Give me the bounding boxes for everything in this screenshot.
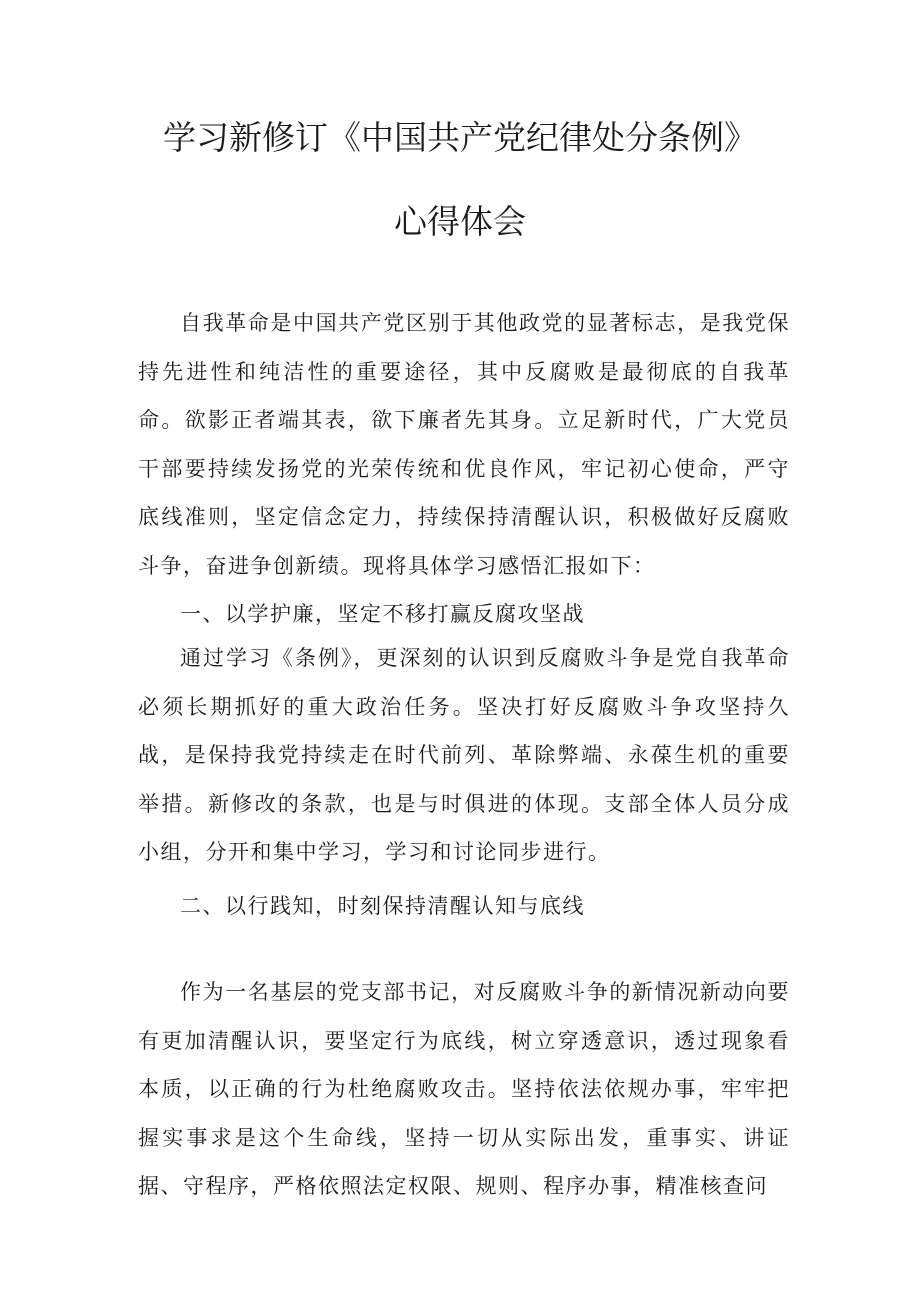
section-2-paragraph: 作为一名基层的党支部书记，对反腐败斗争的新情况新动向要有更加清醒认识，要坚定行为底线，树立穿透意识，透过现象看本质，以正确的行为杜绝腐败攻击。坚持依法依规办事，牢牢把握实事求是这个生命线，坚持一切从实际出发，重事实、讲证据、守程序，严格依照法定权限、规则、程序办事，精准核查问 — [138, 980, 790, 1199]
section-heading-2: 二、以行践知，时刻保持清醒认知与底线 — [180, 894, 585, 918]
document-subtitle: 心得体会 — [394, 202, 526, 241]
document-title: 学习新修订《中国共产党纪律处分条例》 — [163, 118, 757, 157]
section-1-paragraph: 通过学习《条例》，更深刻的认识到反腐败斗争是党自我革命必须长期抓好的重大政治任务。坚决打好反腐败斗争攻坚持久战，是保持我党持续走在时代前列、革除弊端、永葆生机的重要举措。新修改的条款，也是与时俱进的体现。支部全体人员分成小组，分开和集中学习，学习和讨论同步进行。 — [138, 646, 790, 865]
section-heading-1: 一、以学护廉，坚定不移打赢反腐攻坚战 — [180, 602, 585, 626]
intro-paragraph: 自我革命是中国共产党区别于其他政党的显著标志，是我党保持先进性和纯洁性的重要途径，其中反腐败是最彻底的自我革命。欲影正者端其表，欲下廉者先其身。立足新时代，广大党员干部要持续发扬党的光荣传统和优良作风，牢记初心使命，严守底线准则，坚定信念定力，持续保持清醒认识，积极做好反腐败斗争，奋进争创新绩。现将具体学习感悟汇报如下： — [138, 311, 790, 578]
